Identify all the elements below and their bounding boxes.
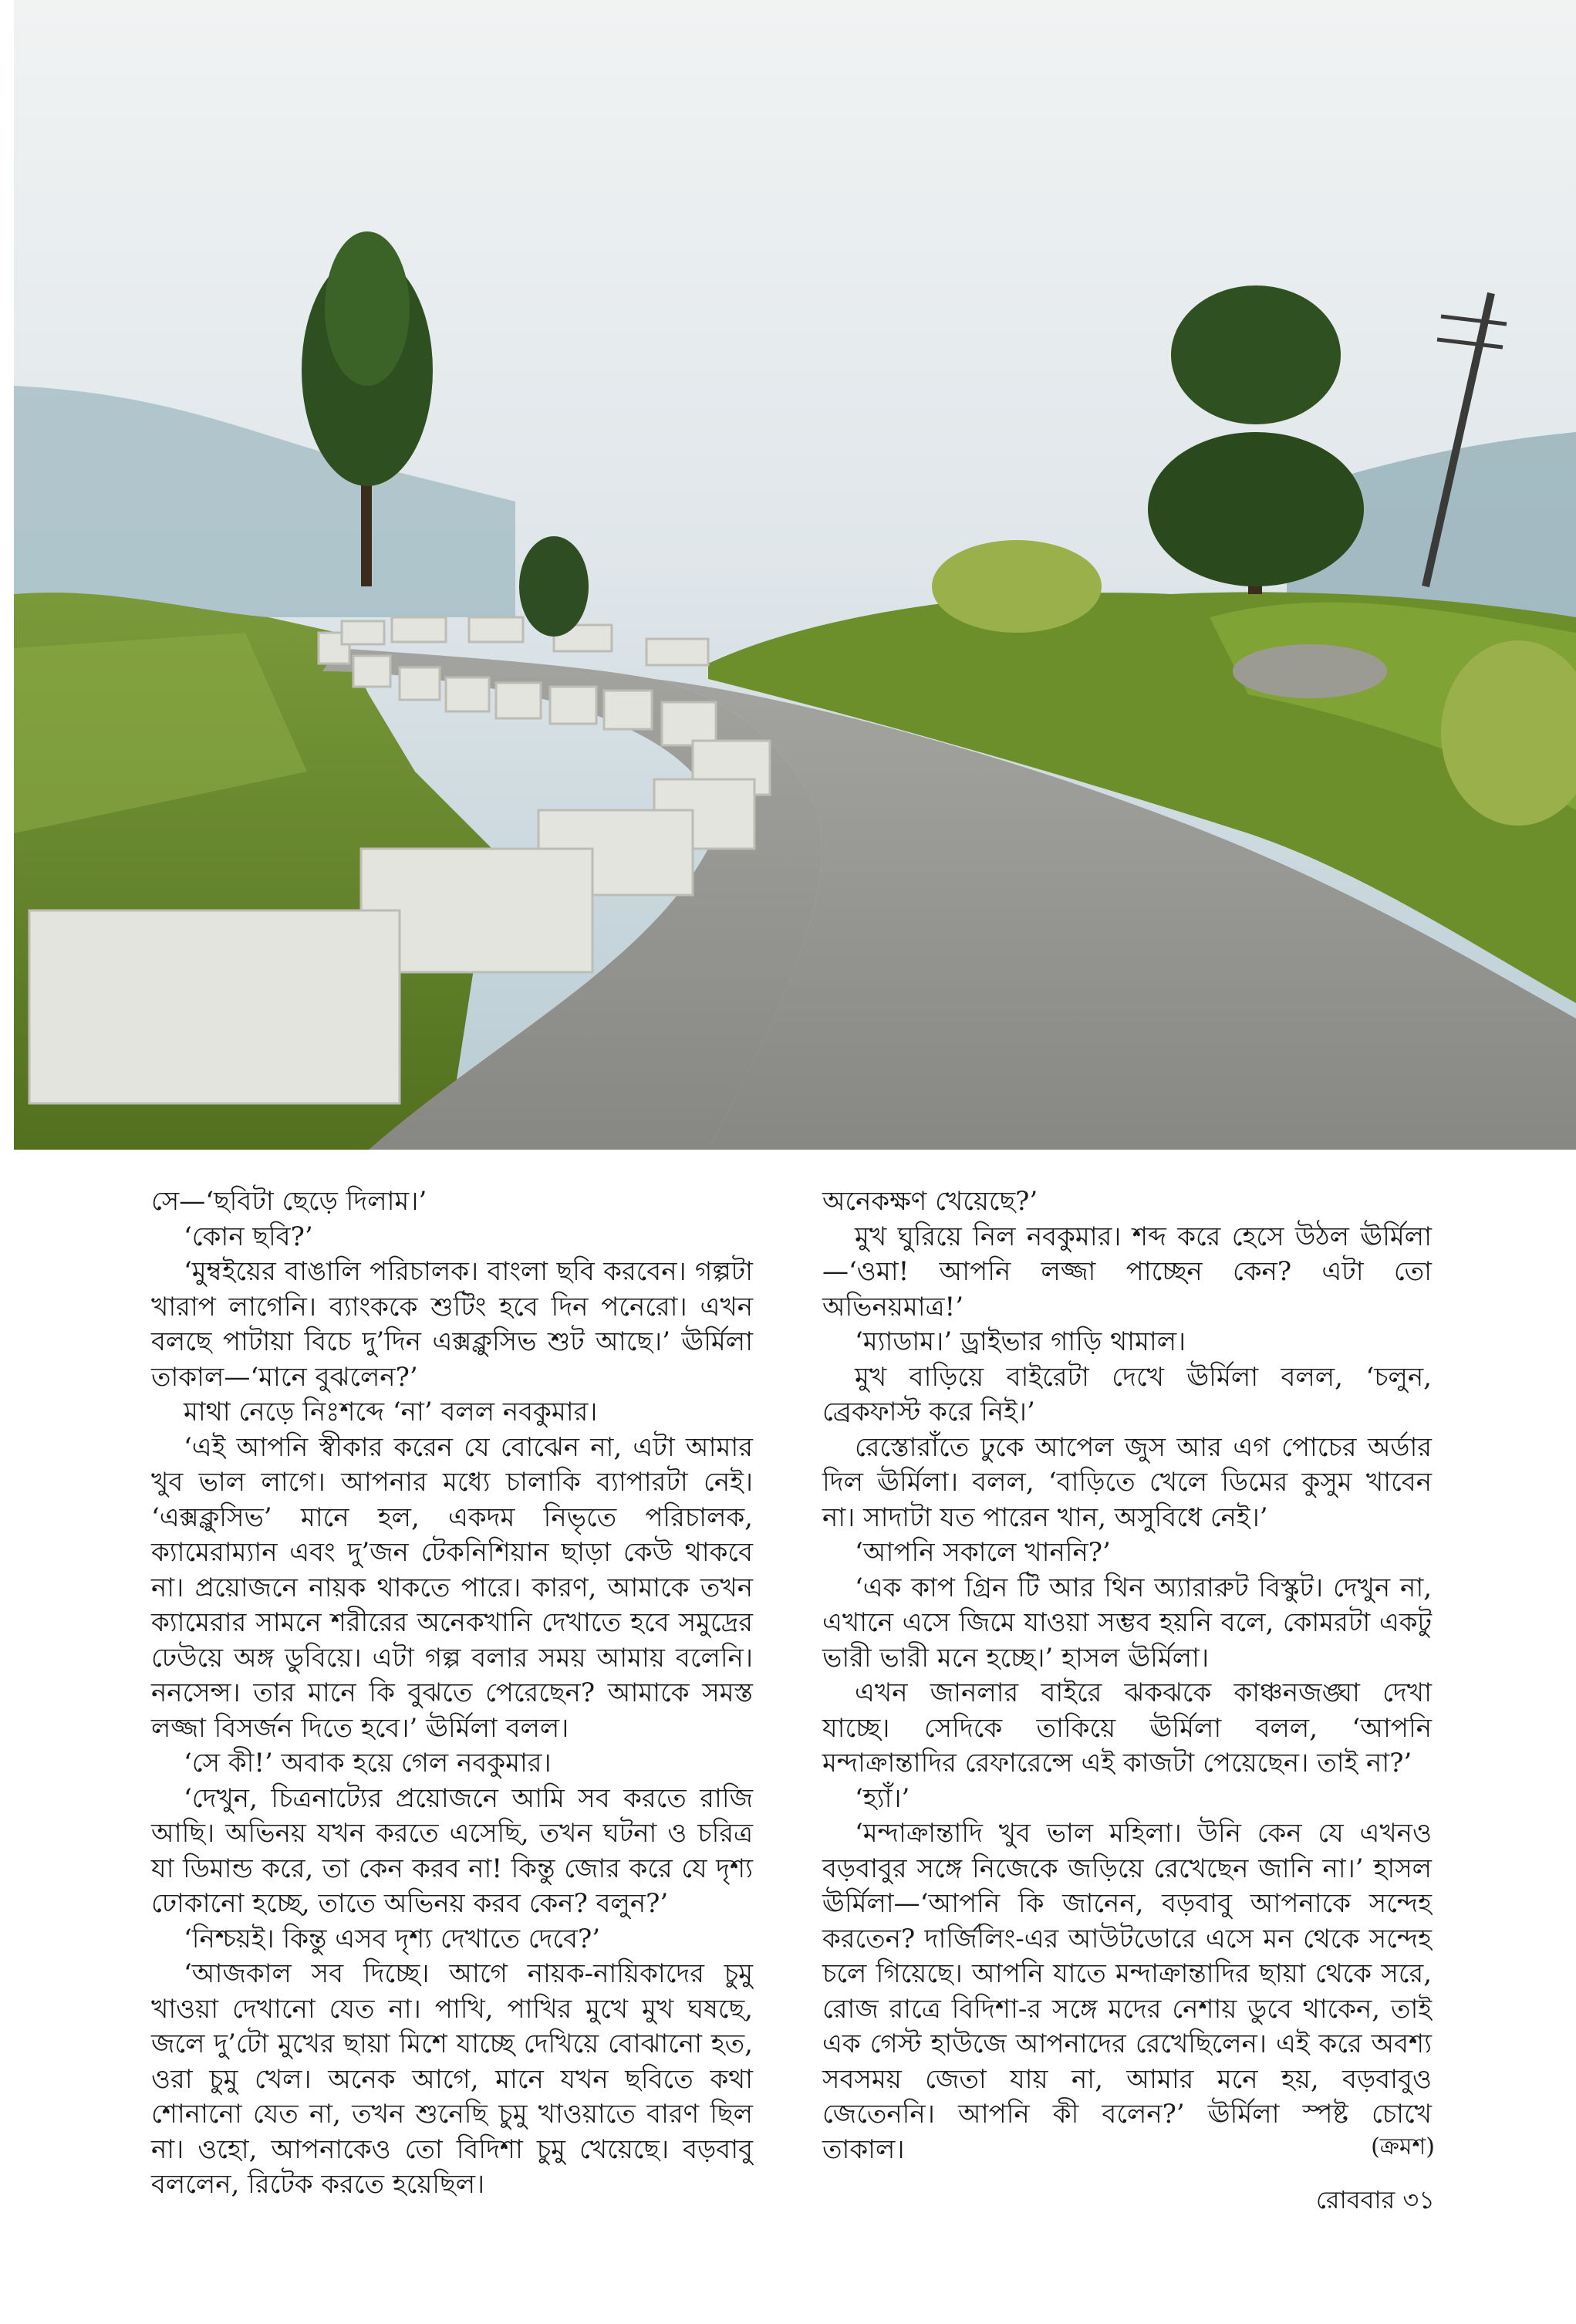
paragraph: মুখ ঘুরিয়ে নিল নবকুমার। শব্দ করে হেসে উঠল ঊর্মিলা—‘ওমা! আপনি লজ্জা পাচ্ছেন কেন? এটা তো অভিনয়মাত্র!’	[822, 1221, 1432, 1322]
paragraph: ‘মন্দাক্রান্তাদি খুব ভাল মহিলা। উনি কেন যে এখনও বড়বাবুর সঙ্গে নিজেকে জড়িয়ে রেখেছেন জানি না।’ হাসল ঊর্মিলা—‘আপনি কি জানেন, বড়বাবু আপনাকে সন্দেহ করতেন? দার্জিলিং-এর আউটডোরে এসে মন থেকে সন্দেহ চলে গিয়েছে। আপনি যাতে মন্দাক্রান্তাদির ছায়া থেকে সরে, রোজ রাত্রে বিদিশা-র সঙ্গে মদের নেশায় ডুবে থাকেন, তাই এক গেস্ট হাউজে আপনাদের রেখেছিলেন। এই করে অবশ্য সবসময় জেতা যায় না, আমার মনে হয়, বড়বাবুও জেতেননি। আপনি কী বলেন?’ ঊর্মিলা স্পষ্ট চোখে তাকাল।	[822, 1818, 1432, 2165]
boulder	[1233, 644, 1387, 698]
paragraph: ‘দেখুন, চিত্রনাট্যের প্রয়োজনে আমি সব করতে রাজি আছি। অভিনয় যখন করতে এসেছি, তখন ঘটনা ও চরিত্র যা ডিমান্ড করে, তা কেন করব না! কিন্তু জোর করে যে দৃশ্য ঢোকানো হচ্ছে, তাতে অভিনয় করব কেন? বলুন?’	[151, 1782, 753, 1919]
paragraph: ‘ম্যাডাম।’ ড্রাইভার গাড়ি থামাল।	[855, 1326, 1186, 1357]
paragraph: অনেকক্ষণ খেয়েছে?’	[822, 1186, 1038, 1217]
page-footer: রোববার ৩১	[1315, 2185, 1435, 2214]
paragraph: ‘আজকাল সব দিচ্ছে। আগে নায়ক-নায়িকাদের চুমু খাওয়া দেখানো যেত না। পাখি, পাখির মুখে মুখ ঘষছে, জলে দু’টো মুখের ছায়া মিশে যাচ্ছে দেখিয়ে বোঝানো হত, ওরা চুমু খেল। অনেক আগে, মানে যখন ছবিতে কথা শোনানো যেত না, তখন শুনেছি চুমু খাওয়াতে বারণ ছিল না। ওহো, আপনাকেও তো বিদিশা চুমু খেয়েছে। বড়বাবু বললেন, রিটেক করতে হয়েছিল।	[151, 1958, 753, 2200]
tree-small	[519, 536, 589, 637]
left-text-column	[151, 1184, 753, 2203]
mountain-road-photo	[14, 0, 1576, 1150]
paragraph: রেস্তোরাঁতে ঢুকে আপেল জুস আর এগ পোচের অর্ডার দিল ঊর্মিলা। বলল, ‘বাড়িতে খেলে ডিমের কুসুম খাবেন না। সাদাটা যত পারেন খান, অসুবিধে নেই।’	[822, 1431, 1432, 1533]
paragraph: ‘কোন ছবি?’	[184, 1221, 313, 1252]
paragraph: ‘মুম্বইয়ের বাঙালি পরিচালক। বাংলা ছবি করবেন। গল্পটা খারাপ লাগেনি। ব্যাংককে শুটিং হবে দিন পনেরো। এখন বলছে পাটায়া বিচে দু’দিন এক্সক্লুসিভ শুট আছে।’ ঊর্মিলা তাকাল—‘মানে বুঝলেন?’	[151, 1256, 753, 1393]
paragraph: ‘এই আপনি স্বীকার করেন যে বোঝেন না, এটা আমার খুব ভাল লাগে। আপনার মধ্যে চালাকি ব্যাপারটা নেই। ‘এক্সক্লুসিভ’ মানে হল, একদম নিভৃতে পরিচালক, ক্যামেরাম্যান এবং দু’জন টেকনিশিয়ান ছাড়া কেউ থাকবে না। প্রয়োজনে নায়ক থাকতে পারে। কারণ, আমাকে তখন ক্যামেরার সামনে শরীরের অনেকখানি দেখাতে হবে সমুদ্রের ঢেউয়ে অঙ্গ ডুবিয়ে। এটা গল্প বলার সময় আমায় বলেনি। ননসেন্স। তার মানে কি বুঝতে পেরেছেন? আমাকে সমস্ত লজ্জা বিসর্জন দিতে হবে।’ ঊর্মিলা বলল।	[151, 1431, 753, 1744]
paragraph: এখন জানলার বাইরে ঝকঝকে কাঞ্চনজঙ্ঘা দেখা যাচ্ছে। সেদিকে তাকিয়ে ঊর্মিলা বলল, ‘আপনি মন্দাক্রান্তাদির রেফারেন্সে এই কাজটা পেয়েছেন। তাই না?’	[822, 1677, 1432, 1778]
paragraph: ‘নিশ্চয়ই। কিন্তু এসব দৃশ্য দেখাতে দেবে?’	[184, 1923, 601, 1954]
right-text-column	[822, 1184, 1432, 2167]
paragraph: মাথা নেড়ে নিঃশব্দে ‘না’ বলল নবকুমার।	[184, 1397, 598, 1427]
paragraph: মুখ বাড়িয়ে বাইরেটা দেখে ঊর্মিলা বলল, ‘চলুন, ব্রেকফাস্ট করে নিই।’	[822, 1361, 1432, 1427]
paragraph: সে—‘ছবিটা ছেড়ে দিলাম।’	[151, 1186, 427, 1217]
paragraph: ‘হ্যাঁ।’	[855, 1782, 910, 1814]
paragraph: ‘এক কাপ গ্রিন টি আর থিন অ্যারারুট বিস্কুট। দেখুন না, এখানে এসে জিমে যাওয়া সম্ভব হয়নি বলে, কোমরটা একটু ভারী ভারী মনে হচ্ছে।’ হাসল ঊর্মিলা।	[822, 1572, 1432, 1674]
paragraph: ‘আপনি সকালে খাননি?’	[855, 1537, 1111, 1568]
paragraph: ‘সে কী!’ অবাক হয়ে গেল নবকুমার।	[184, 1748, 552, 1778]
to-be-continued-note: (ক্রমশ)	[1371, 2133, 1435, 2160]
